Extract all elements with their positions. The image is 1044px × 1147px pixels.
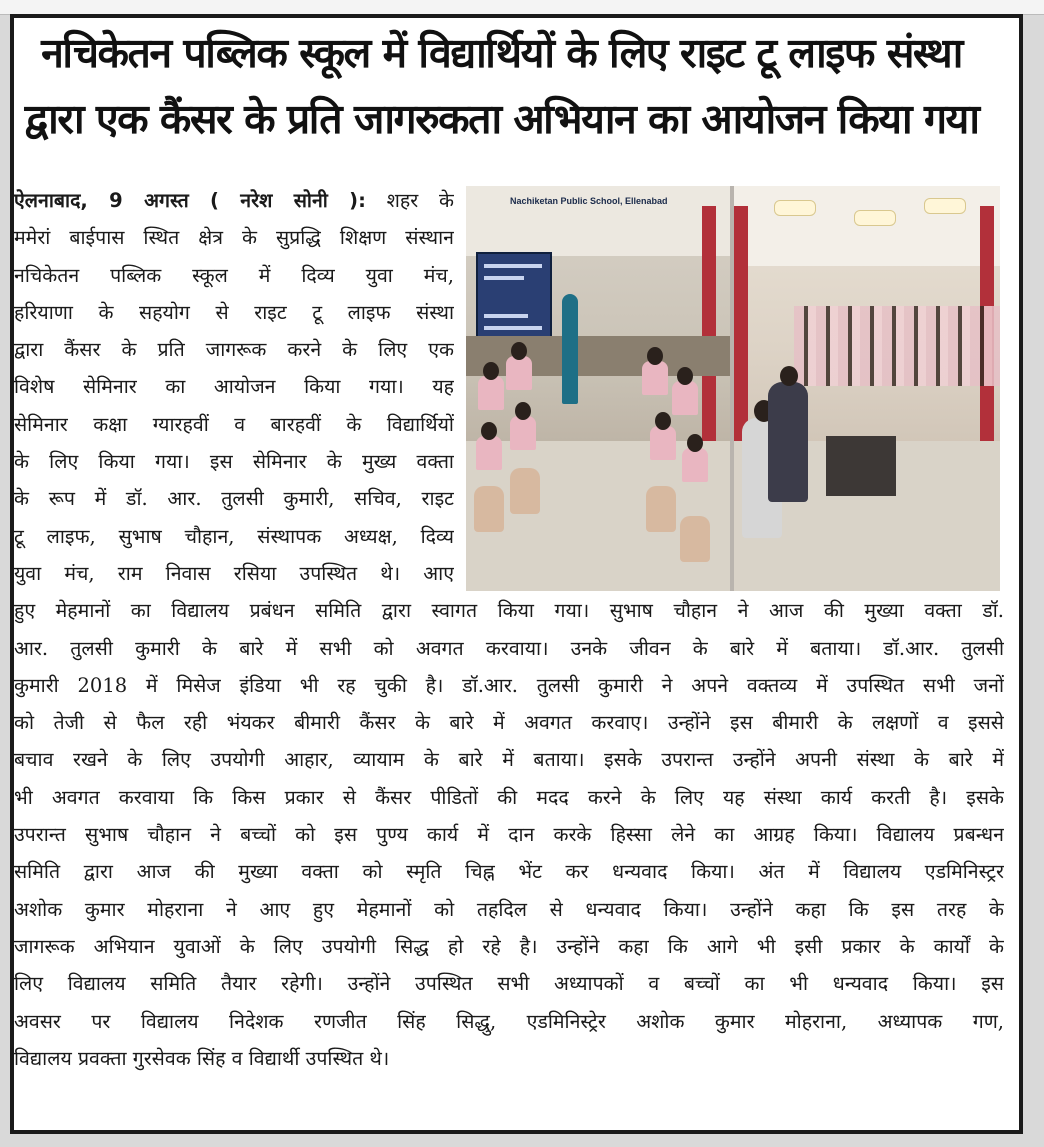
school-wall-sign: Nachiketan Public School, Ellenabad — [510, 196, 668, 206]
body-line: विद्यालय प्रवक्ता गुरसेवक सिंह व विद्यार्थी उपस्थित थे। — [14, 1046, 390, 1070]
article-body — [14, 182, 1004, 1077]
headline-line-2: द्वारा एक कैंसर के प्रति जागरुकता अभियान का आयोजन किया गया — [24, 95, 979, 143]
body-line: के रूप में डॉ. आर. तुलसी कुमारी, सचिव, राइट — [14, 487, 454, 511]
body-line: ऐलनाबाद, 9 अगस्त ( नरेश सोनी ): शहर के — [14, 189, 454, 212]
body-line: बचाव रखने के लिए उपयोगी आहार, व्यायाम के बारे में बताया। इसके उपरान्त उन्होंने अपनी संस्था के बारे में — [14, 748, 1004, 772]
body-line: हरियाणा के सहयोग से राइट टू लाइफ संस्था — [14, 300, 454, 324]
body-line: ममेरां बाईपास स्थित क्षेत्र के सुप्रद्धि शिक्षण संस्थान — [14, 226, 454, 250]
headline-line-1: नचिकेतन पब्लिक स्कूल में विद्यार्थियों के लिए राइट टू लाइफ संस्था — [41, 29, 962, 77]
body-line: के लिए किया गया। इस सेमिनार के मुख्य वक्ता — [14, 450, 454, 474]
body-line: लिए विद्यालय समिति तैयार रहेगी। उन्होंने उपस्थित सभी अध्यापकों व बच्चों का भी धन्यवाद किया। इस — [14, 972, 1004, 996]
article-headline — [14, 20, 989, 152]
body-line: अशोक कुमार मोहराना ने आए हुए मेहमानों को तहदिल से धन्यवाद किया। उन्होंने कहा कि इस तरह के — [14, 897, 1004, 921]
body-line: नचिकेतन पब्लिक स्कूल में दिव्य युवा मंच, — [14, 263, 454, 287]
top-cropped-strip — [0, 0, 1044, 15]
body-line: जागरूक अभियान युवाओं के लिए उपयोगी सिद्ध हो रहे है। उन्होंने कहा कि आगे भी इसी प्रकार के कार्यों के — [14, 934, 1004, 958]
body-line: विशेष सेमिनार का आयोजन किया गया। यह — [14, 375, 454, 399]
body-line: कुमारी 2018 में मिसेज इंडिया भी रह चुकी है। डॉ.आर. तुलसी कुमारी ने अपने वक्तव्य में उपस्थित सभी जनों — [14, 673, 1004, 697]
body-line: समिति द्वारा आज की मुख्या वक्ता को स्मृति चिह्न भेंट कर धन्यवाद किया। अंत में विद्यालय एडमिनिस्ट्रर — [14, 860, 1004, 884]
body-line: सेमिनार कक्षा ग्यारहवीं व बारहवीं के विद्यार्थियों — [14, 412, 454, 436]
body-line: युवा मंच, राम निवास रसिया उपस्थित थे। आए — [14, 561, 454, 585]
dateline: ऐलनाबाद, 9 अगस्त ( नरेश सोनी ): — [14, 189, 366, 212]
body-line: हुए मेहमानों का विद्यालय प्रबंधन समिति द्वारा स्वागत किया गया। सुभाष चौहान ने आज की मुख्या वक्ता डॉ. — [14, 599, 1004, 623]
body-line: को तेजी से फैल रही भंयकर बीमारी कैंसर के बारे में अवगत करवाए। उन्होंने इस बीमारी के लक्षणों व इससे — [14, 711, 1004, 735]
body-line: अवसर पर विद्यालय निदेशक रणजीत सिंह सिद्धु, एडमिनिस्ट्रेर अशोक कुमार मोहराना, अध्यापक गण, — [14, 1009, 1004, 1033]
body-line: उपरान्त सुभाष चौहान ने बच्चों को इस पुण्य कार्य में दान करके हिस्सा लेने का आग्रह किया। विद्यालय प्रबन्धन — [14, 823, 1004, 847]
body-line: भी अवगत करवाया कि किस प्रकार से कैंसर पीडितों की मदद करने के लिए यह संस्था कार्य करती है। इसके — [14, 785, 1004, 809]
body-line: द्वारा कैंसर के प्रति जागरूक करने के लिए एक — [14, 338, 454, 362]
body-line: टू लाइफ, सुभाष चौहान, संस्थापक अध्यक्ष, दिव्य — [14, 524, 454, 548]
body-line: आर. तुलसी कुमारी के बारे में सभी को अवगत करवाया। उनके जीवन के बारे में बताया। डॉ.आर. तुलसी — [14, 636, 1004, 660]
